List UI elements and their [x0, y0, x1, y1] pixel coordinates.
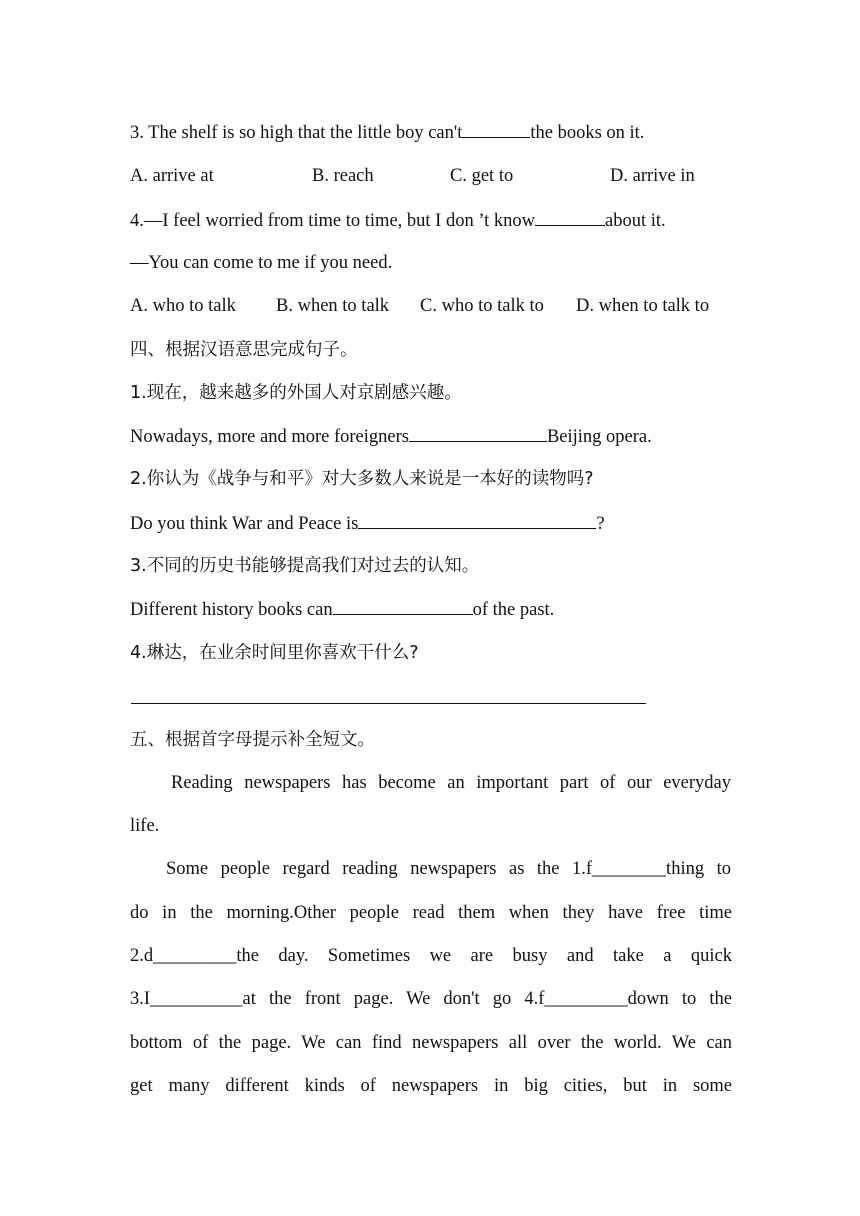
section4-item3-en-end: of the past. [472, 600, 555, 620]
q4-stem-end: about it. [605, 211, 666, 231]
section4-item1-en-text: Nowadays, more and more foreigners [130, 427, 409, 447]
section4-item2-en-end: ? [596, 514, 605, 534]
q3-option-c: C. get to [450, 166, 514, 186]
section4-item3-cn: 3.不同的历史书能够提高我们对过去的认知。 [130, 556, 480, 576]
passage-line-2: life. [130, 816, 160, 836]
q3-stem-text: 3. The shelf is so high that the little boy can't [130, 123, 463, 143]
q3-option-d: D. arrive in [610, 166, 695, 186]
section4-item2-blank [358, 511, 596, 529]
section4-heading: 四、根据汉语意思完成句子。 [130, 340, 358, 360]
section4-item4-cn: 4.琳达，在业余时间里你喜欢干什么? [130, 643, 419, 663]
passage-line-8: get many different kinds of newspapers in big cities, but in some [130, 1076, 732, 1096]
q4-option-d: D. when to talk to [576, 296, 710, 316]
q4-option-b: B. when to talk [276, 296, 390, 316]
passage-line-5: 2.d_________the day. Sometimes we are busy and take a quick [130, 946, 732, 966]
section4-item1-cn: 1.现在，越来越多的外国人对京剧感兴趣。 [130, 383, 462, 403]
section4-item3-blank [333, 597, 473, 615]
q4-option-a: A. who to talk [130, 296, 236, 316]
passage-line-7: bottom of the page. We can find newspapers all over the world. We can [130, 1033, 732, 1053]
q4-stem-text: 4.—I feel worried from time to time, but I don ’t know [130, 211, 536, 231]
q3-option-b: B. reach [312, 166, 374, 186]
q4-stem [130, 208, 732, 233]
section4-item1-en-end: Beijing opera. [546, 427, 652, 447]
q4-reply: —You can come to me if you need. [130, 253, 393, 273]
passage-line-4: do in the morning.Other people read them when they have free time [130, 903, 732, 923]
section4-item4-answer-line [131, 703, 646, 704]
section4-item1-blank [409, 424, 547, 442]
section4-item2-cn: 2.你认为《战争与和平》对大多数人来说是一本好的读物吗? [130, 469, 594, 489]
q4-blank [535, 208, 605, 226]
passage-line-3: Some people regard reading newspapers as the 1.f________thing to [166, 859, 731, 879]
q3-stem-end: the books on it. [530, 123, 645, 143]
passage-line-6: 3.I__________at the front page. We don't go 4.f_________down to the [130, 989, 732, 1009]
section4-item2-en-text: Do you think War and Peace is [130, 514, 359, 534]
section4-item2-en [130, 511, 732, 536]
q4-option-c: C. who to talk to [420, 296, 544, 316]
q3-option-a: A. arrive at [130, 166, 214, 186]
q3-stem [130, 120, 732, 145]
q3-blank [462, 120, 530, 138]
section4-item1-en [130, 424, 732, 449]
section5-heading: 五、根据首字母提示补全短文。 [130, 730, 375, 750]
section4-item3-en [130, 597, 732, 622]
passage-line-1: Reading newspapers has become an important part of our everyday [171, 773, 731, 793]
section4-item3-en-text: Different history books can [130, 600, 333, 620]
